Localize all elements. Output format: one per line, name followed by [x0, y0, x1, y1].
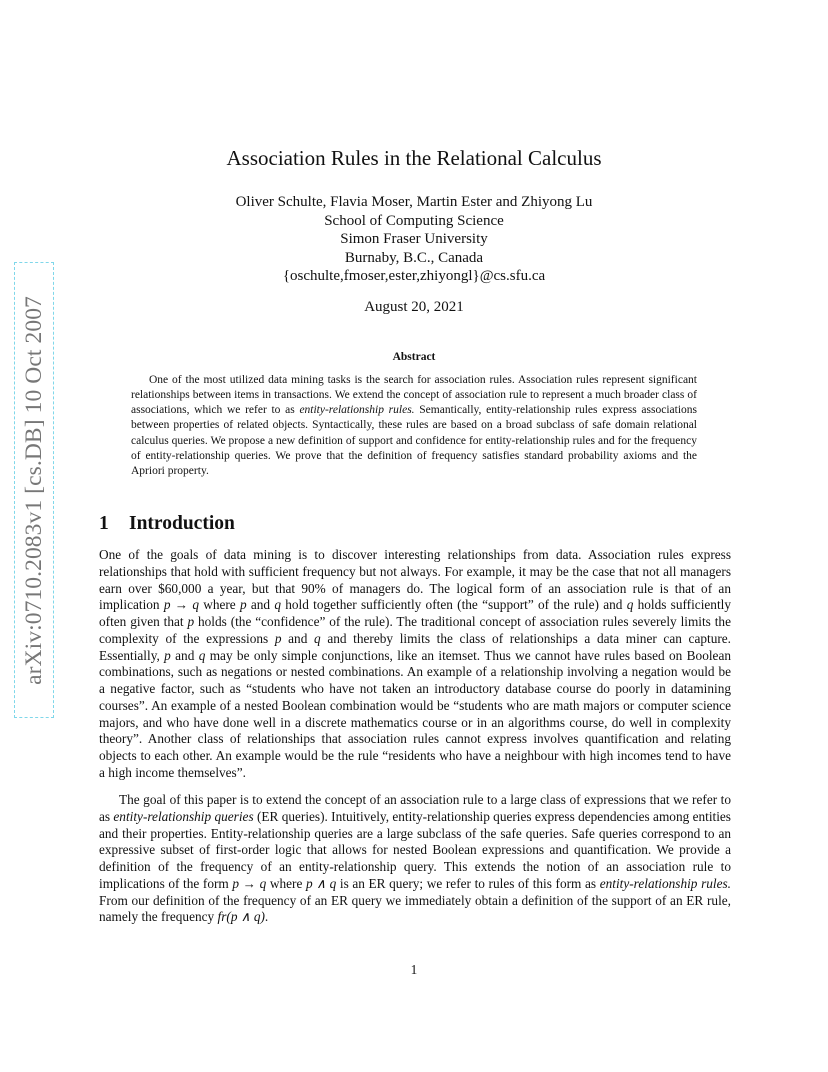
math-var: p	[187, 614, 195, 629]
intro-paragraph-2	[99, 792, 731, 926]
math-var: p	[274, 630, 282, 646]
text-run: and thereby limits the class of relationships a data miner can capture. Essentially,	[99, 630, 731, 663]
emphasis: entity-relationship rules.	[599, 875, 731, 891]
author-block	[0, 193, 828, 286]
intro-paragraph-1	[99, 547, 731, 782]
authors: Oliver Schulte, Flavia Moser, Martin Ester and Zhiyong Lu	[235, 194, 593, 210]
math-expression: p ∧ q	[305, 875, 337, 891]
text-run: holds (the “confidence” of the rule). The traditional concept of association rules severely limits the complexity of the expressions	[99, 614, 731, 646]
text-run: and	[281, 630, 314, 646]
text-run: and	[170, 647, 199, 663]
paper-date: August 20, 2021	[364, 299, 464, 315]
abstract-emphasis: entity-relationship rules.	[299, 404, 415, 417]
math-var: q	[259, 875, 267, 891]
paper-title: Association Rules in the Relational Calculus	[226, 146, 602, 170]
math-var: q	[314, 630, 321, 646]
math-var: p	[164, 647, 171, 663]
section-title: Introduction	[129, 513, 235, 534]
math-var: p	[163, 597, 171, 613]
abstract-heading: Abstract	[392, 351, 436, 363]
math-var: q	[198, 647, 206, 663]
text-run: may be only simple conjunctions, like an itemset. Thus we cannot have rules based on Boolean combinations, such as negations or nested combinations. An example of a relationship involving a negation would be a negative factor, such as “students who have not taken an introductory database course do poorly in datamining courses”. An example of a nested Boolean combination would be “students who are math majors or computer science majors, and who have done well in a discrete mathematics course or in an algorithms course, do well in complexity theory”. Another class of relationships that association rules cannot express involves quantification and relating objects to each other. An example would be the rule “residents who have a neighbour with high incomes tend to have a high income themselves”.	[99, 647, 731, 780]
math-var: q	[626, 597, 634, 613]
text-run: .	[264, 909, 269, 925]
math-var: p	[232, 875, 240, 891]
emphasis: entity-relationship queries	[113, 808, 254, 824]
text-run: →	[170, 597, 193, 613]
math-var: q	[274, 597, 281, 613]
affiliation-location: Burnaby, B.C., Canada	[344, 249, 484, 266]
author-emails: {oschulte,fmoser,ester,zhiyongl}@cs.sfu.ca	[282, 268, 546, 285]
text-run: →	[239, 875, 260, 891]
text-run: holds sufficiently often given that	[99, 597, 731, 629]
section-heading-introduction	[99, 513, 235, 535]
text-run: and	[246, 597, 275, 613]
text-run: The goal of this paper is to extend the concept of an association rule to a large class of expressions that we refer to as	[99, 792, 731, 824]
arxiv-sidebar-stamp	[14, 262, 54, 718]
math-var: p	[239, 597, 247, 613]
text-run: where	[198, 597, 240, 613]
arxiv-identifier: arXiv:0710.2083v1 [cs.DB] 10 Oct 2007	[20, 295, 47, 685]
affiliation-university: Simon Fraser University	[340, 231, 488, 248]
text-run: From our definition of the frequency of an ER query we immediately obtain a definition of the support of an ER rule, namely the frequency	[99, 892, 731, 925]
math-expression: fr(p ∧ q)	[217, 909, 265, 925]
affiliation-dept: School of Computing Science	[324, 212, 504, 229]
text-run: hold together sufficiently often (the “support” of the rule) and	[281, 597, 627, 613]
text-run: is an ER query; we refer to rules of this form as	[336, 875, 600, 891]
text-run: One of the goals of data mining is to discover interesting relationships from data. Association rules express relationships that hold with sufficient frequency but not always. For example, it may be the case that not all managers earn over $60,000 a year, but that 90% of managers do. The logical form of an association rule is that of an implication	[99, 547, 731, 613]
abstract-text-part: Semantically, entity-relationship rules express associations between properties of related objects. Syntactically, these rules are based on a broad subclass of safe domain relational calculus queries. We propose a new definition of support and confidence for entity-relationship rules and for the frequency of entity-relationship queries. We prove that the definition of frequency satisfies standard probability axioms and the Apriori property.	[131, 404, 697, 477]
text-run: where	[266, 875, 306, 891]
math-var: q	[192, 597, 199, 613]
page-number: 1	[410, 962, 418, 977]
section-number: 1	[99, 513, 109, 534]
abstract-text	[131, 373, 697, 479]
abstract-text-part: One of the most utilized data mining tasks is the search for association rules. Association rules represent significant relationships between items in transactions. We extend the concept of association rule to represent a much broader class of associations, which we refer to as	[131, 374, 697, 417]
text-run: (ER queries). Intuitively, entity-relationship queries express dependencies among entities and their properties. Entity-relationship queries are a large subclass of the safe queries. Safe queries correspond to an expressive subset of first-order logic that allows for nested Boolean expressions and quantification. We provide a definition of the frequency of an entity-relationship query. This extends the notion of an association rule to implications of the form	[99, 808, 731, 891]
